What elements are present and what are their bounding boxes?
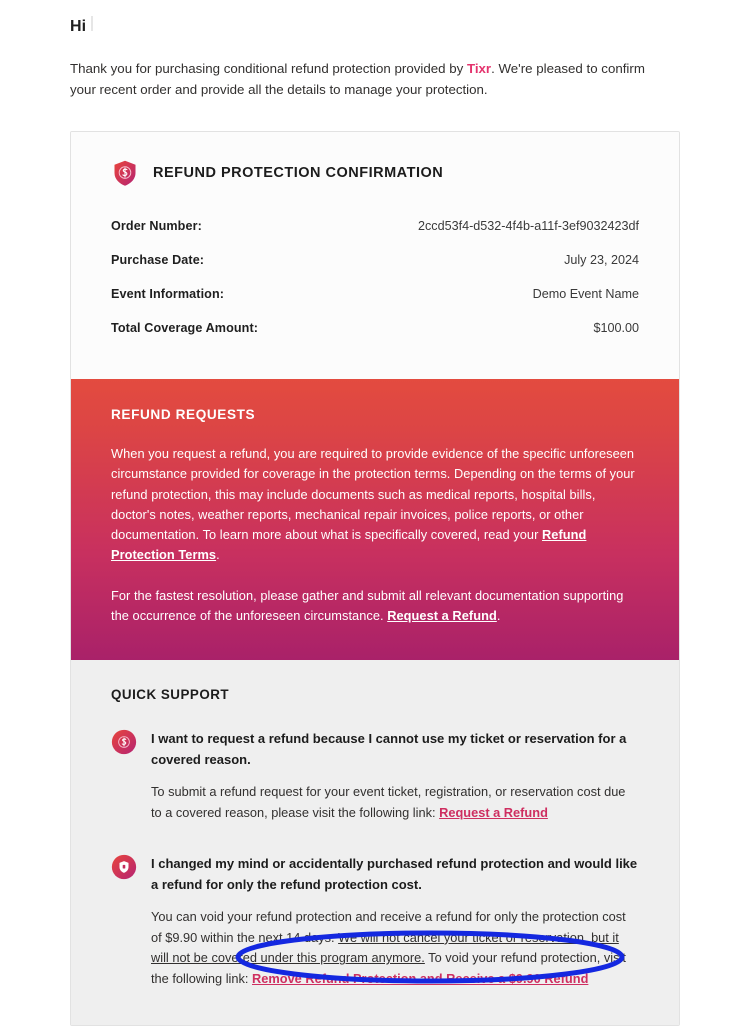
tixr-brand-name: Tixr [466, 61, 492, 76]
detail-value: Demo Event Name [532, 287, 639, 301]
support-question: I want to request a refund because I cannot use my ticket or reservation for a covered reason. [151, 731, 627, 768]
support-answer [151, 782, 639, 823]
table-row [111, 277, 639, 311]
shield-badge-icon [111, 159, 139, 187]
table-row [111, 311, 639, 345]
detail-value: $100.00 [593, 321, 639, 335]
list-item [111, 853, 639, 989]
paragraph-text-end: . [496, 608, 501, 624]
answer-text: You can void your refund protection and receive a refund for only the protection cost of $9.90 within the next 14 days. [151, 909, 626, 945]
request-a-refund-link[interactable]: Request a Refund [387, 608, 497, 624]
remove-refund-protection-link[interactable]: Remove Refund Protection and Receive a $9.90 Refund [252, 970, 589, 986]
refund-requests-section [71, 379, 679, 660]
refund-requests-paragraph-1 [111, 444, 639, 566]
quick-support-title: QUICK SUPPORT [111, 687, 230, 703]
greeting-heading [70, 0, 668, 36]
request-a-refund-link[interactable]: Request a Refund [439, 804, 548, 820]
support-body [151, 853, 639, 989]
table-row [111, 243, 639, 277]
detail-label: Total Coverage Amount: [111, 321, 259, 335]
recipient-name-placeholder [91, 16, 93, 31]
greeting-text: Hi [70, 18, 87, 35]
detail-value: 2ccd53f4-d532-4f4b-a11f-3ef9032423df [417, 219, 639, 233]
confirmation-header [111, 159, 639, 209]
quick-support-section [71, 660, 679, 1025]
support-body [151, 728, 639, 823]
detail-value: July 23, 2024 [564, 253, 639, 267]
paragraph-text: When you request a refund, you are required to provide evidence of the specific unforeseen circumstance provided for coverage in the protection terms. Depending on the terms of your refund protection, this may include documents such as medical reports, hospital bills, doctor's notes, weather reports, mechanical repair invoices, police reports, or other documentation. To learn more about what is specifically covered, read your [111, 446, 635, 543]
circle-shield-icon [111, 729, 137, 755]
refund-requests-paragraph-2 [111, 586, 639, 627]
paragraph-text-end: . [216, 547, 220, 563]
refund-requests-title: REFUND REQUESTS [111, 407, 256, 422]
intro-text-after: . We're pleased to confirm your recent order and provide all the details to manage your protection. [70, 61, 645, 97]
confirmation-title: REFUND PROTECTION CONFIRMATION [153, 165, 444, 181]
answer-text-2: To void your refund protection, visit the following link: [151, 950, 626, 986]
refund-protection-terms-link[interactable]: Refund Protection Terms [111, 527, 587, 563]
refund-protection-card [70, 131, 680, 1026]
paragraph-text: For the fastest resolution, please gather and submit all relevant documentation supporting the occurrence of the unforeseen circumstance. [111, 587, 624, 624]
detail-label: Purchase Date: [111, 253, 205, 267]
support-question: I changed my mind or accidentally purchased refund protection and would like a refund for only the refund protection cost. [151, 856, 638, 893]
circle-shield-alt-icon [111, 854, 137, 880]
intro-paragraph [70, 36, 668, 100]
answer-emphasis: We will not cancel your ticket or reservation, but it will not be covered under this program anymore. [151, 929, 619, 966]
table-row [111, 209, 639, 243]
confirmation-section [71, 132, 679, 379]
answer-text: To submit a refund request for your event ticket, registration, or reservation cost due to a covered reason, please visit the following link: [151, 784, 626, 820]
support-answer [151, 907, 639, 989]
detail-label: Event Information: [111, 287, 225, 301]
detail-label: Order Number: [111, 219, 202, 233]
list-item [111, 728, 639, 823]
intro-text-before: Thank you for purchasing conditional refund protection provided by [70, 61, 467, 76]
